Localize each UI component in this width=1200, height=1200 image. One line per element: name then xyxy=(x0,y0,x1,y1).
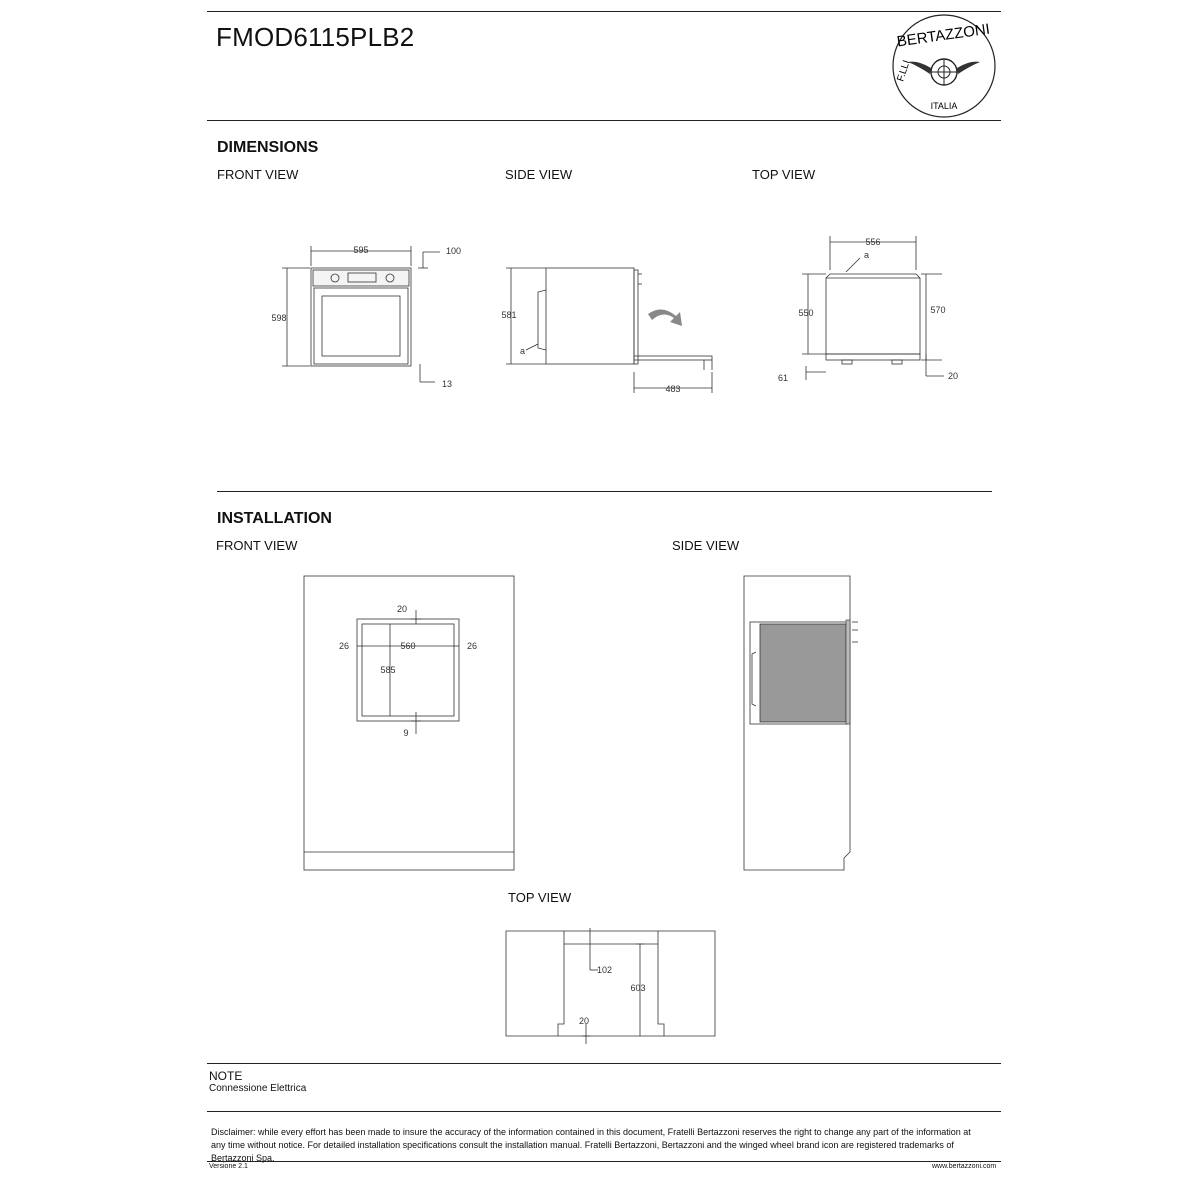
svg-text:556: 556 xyxy=(865,237,881,247)
inst-front-view-label: FRONT VIEW xyxy=(216,538,298,553)
inst-front-view-drawing xyxy=(300,572,520,874)
svg-text:581: 581 xyxy=(501,310,517,320)
svg-text:550: 550 xyxy=(798,308,814,318)
svg-text:598: 598 xyxy=(271,313,287,323)
dim-top-view-drawing xyxy=(770,230,970,390)
svg-text:13: 13 xyxy=(442,379,453,389)
dim-top-view-label: TOP VIEW xyxy=(752,167,816,182)
svg-text:61: 61 xyxy=(778,373,789,383)
inst-side-view-label: SIDE VIEW xyxy=(672,538,740,553)
dim-side-view-label: SIDE VIEW xyxy=(505,167,573,182)
svg-text:100: 100 xyxy=(446,246,462,256)
installation-heading: INSTALLATION xyxy=(217,510,332,527)
svg-text:9: 9 xyxy=(403,728,409,738)
svg-text:BERTAZZONI: BERTAZZONI xyxy=(895,20,991,51)
footer-top-rule xyxy=(207,1111,1001,1112)
svg-text:20: 20 xyxy=(948,371,959,381)
header-bottom-rule xyxy=(207,120,1001,121)
dimensions-heading: DIMENSIONS xyxy=(217,139,319,156)
svg-text:a: a xyxy=(520,346,526,356)
version-text: Versione 2.1 xyxy=(209,1163,248,1170)
svg-text:20: 20 xyxy=(578,1016,590,1026)
header-top-rule xyxy=(207,11,1001,12)
footer-bottom-rule xyxy=(207,1161,1001,1162)
bertazzoni-logo xyxy=(888,12,1000,120)
disclaimer-text: Disclaimer: while every effort has been made to insure the accuracy of the information contained in this document, Fratelli Bertazzoni reserves the right to change any part of the information at any time without notice. For detailed installation specifications consult the installation manual. Fratelli Bertazzoni, Bertazzoni and the winged wheel brand icon are registered trademarks of Bertazzoni Spa. xyxy=(211,1127,971,1163)
inst-top-view-drawing xyxy=(500,926,724,1050)
dim-front-view-drawing xyxy=(270,240,470,400)
svg-text:603: 603 xyxy=(630,983,646,993)
svg-text:F.LLI: F.LLI xyxy=(895,58,913,83)
section-divider xyxy=(217,491,992,492)
model-title: FMOD6115PLB2 xyxy=(216,22,415,52)
svg-text:585: 585 xyxy=(380,665,396,675)
inst-side-view-drawing xyxy=(740,572,860,874)
svg-text:560: 560 xyxy=(400,641,416,651)
note-title: NOTE xyxy=(209,1069,243,1083)
website-text: www.bertazzoni.com xyxy=(932,1163,997,1170)
svg-text:a: a xyxy=(864,250,870,260)
svg-text:102: 102 xyxy=(597,965,613,975)
svg-text:570: 570 xyxy=(930,305,946,315)
dim-side-view-drawing xyxy=(500,260,730,400)
svg-text:26: 26 xyxy=(338,641,350,651)
svg-text:483: 483 xyxy=(665,384,681,394)
svg-text:20: 20 xyxy=(396,604,408,614)
svg-text:26: 26 xyxy=(466,641,478,651)
inst-top-view-label: TOP VIEW xyxy=(508,890,572,905)
dim-front-view-label: FRONT VIEW xyxy=(217,167,299,182)
svg-text:595: 595 xyxy=(353,245,369,255)
svg-text:ITALIA: ITALIA xyxy=(930,101,958,111)
note-top-rule xyxy=(207,1063,1001,1064)
note-text: Connessione Elettrica xyxy=(209,1083,307,1094)
